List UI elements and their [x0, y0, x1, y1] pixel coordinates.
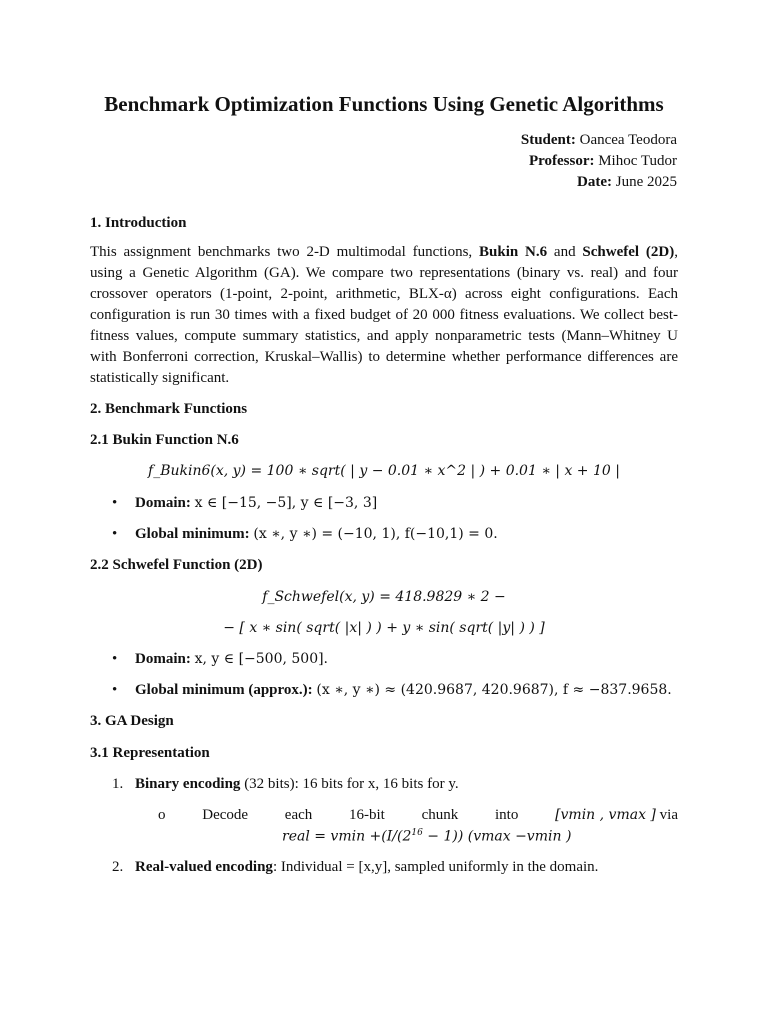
binary-encoding-label: Binary encoding — [135, 776, 241, 792]
professor-line — [529, 153, 677, 170]
bukin-min-label: Global minimum: — [135, 526, 250, 542]
intro-bold-bukin: Bukin N.6 — [479, 244, 548, 260]
bukin-min-item — [112, 526, 498, 543]
intro-heading: 1. Introduction — [90, 215, 187, 231]
date-line — [577, 174, 677, 191]
schwefel-min-label: Global minimum (approx.): — [135, 682, 313, 698]
student-name: Oancea Teodora — [579, 132, 677, 148]
intro-bold-schwefel: Schwefel (2D) — [582, 244, 675, 260]
bukin-formula: f_Bukin6(x, y) = 100 ∗ sqrt( | y − 0.01 ∗ x^2 | ) + 0.01 ∗ | x + 10 | — [148, 463, 620, 479]
sub-bullet-circle: o — [158, 807, 166, 823]
intro-text-3: , using a Genetic Algorithm (GA). We compare two representations (binary vs. real) and four crossover operators (1-point, 2-point, arithmetic, BLX-α) across eight configurations. Each configuration is run 30 times with a fixed budget of 20 000 fitness evaluations. We collect best-fitness values, compute summary statistics, and apply nonparametric tests (Mann–Whitney U with Bonferroni correction, Kruskal–Wallis) to determine whether performance differences are statistically significant. — [90, 244, 678, 386]
decode-formula — [282, 828, 571, 845]
schwefel-formula-line-2: − [ x ∗ sin( sqrt( |x| ) ) + y ∗ sin( sqrt( |y| ) ) ] — [223, 620, 545, 636]
decode-word: chunk — [421, 807, 459, 823]
item-number: 1. — [112, 776, 124, 792]
date-value: June 2025 — [615, 174, 677, 190]
binary-encoding-text: (32 bits): 16 bits for x, 16 bits for y. — [240, 776, 459, 792]
bullet-dot: • — [112, 526, 118, 542]
bukin-domain-value: x ∈ [−15, −5], y ∈ [−3, 3] — [194, 495, 378, 511]
bukin-min-value: (x ∗, y ∗) = (−10, 1), f(−10,1) = 0. — [253, 526, 498, 542]
binary-encoding-item — [112, 776, 459, 793]
item-number: 2. — [112, 859, 124, 875]
schwefel-domain-label: Domain: — [135, 651, 191, 667]
bukin-heading: 2.1 Bukin Function N.6 — [90, 432, 239, 448]
ga-design-heading: 3. GA Design — [90, 713, 174, 729]
representation-heading: 3.1 Representation — [90, 745, 210, 761]
student-label: Student: — [520, 132, 576, 148]
bukin-domain-item — [112, 495, 377, 512]
schwefel-formula-line-1: f_Schwefel(x, y) = 418.9829 ∗ 2 − — [262, 589, 506, 605]
schwefel-min-item — [112, 682, 672, 699]
real-encoding-text: : Individual = [x,y], sampled uniformly in the domain. — [272, 859, 599, 875]
decode-subitem — [158, 807, 678, 824]
bullet-dot: • — [112, 495, 118, 511]
decode-word: 16-bit — [349, 807, 385, 823]
schwefel-domain-item — [112, 651, 328, 668]
decode-formula-exponent: 16 — [411, 828, 423, 838]
decode-formula-part-b: − 1)) (vmax −vmin ) — [422, 828, 572, 845]
student-line — [521, 132, 677, 149]
decode-word: into — [494, 807, 519, 823]
professor-name: Mihoc Tudor — [598, 153, 677, 169]
decode-range: [vmin , vmax ] — [555, 807, 656, 823]
decode-word: Decode — [202, 807, 249, 823]
decode-word: each — [284, 807, 313, 823]
decode-formula-part-a: real = vmin +(I/(2 — [282, 828, 412, 845]
bullet-dot: • — [112, 651, 118, 667]
schwefel-domain-value: x, y ∈ [−500, 500]. — [194, 651, 329, 667]
intro-text-2: and — [547, 244, 583, 260]
decode-line — [158, 807, 678, 824]
real-encoding-item — [112, 859, 598, 876]
decode-via: via — [659, 807, 678, 823]
professor-label: Professor: — [528, 153, 595, 169]
benchmark-heading: 2. Benchmark Functions — [90, 401, 248, 417]
schwefel-min-value: (x ∗, y ∗) ≈ (420.9687, 420.9687), f ≈ −837.9658. — [316, 682, 672, 698]
intro-paragraph — [90, 242, 678, 389]
bukin-domain-label: Domain: — [135, 495, 191, 511]
document-title: Benchmark Optimization Functions Using Genetic Algorithms — [104, 92, 664, 116]
bullet-dot: • — [112, 682, 118, 698]
schwefel-heading: 2.2 Schwefel Function (2D) — [90, 557, 263, 573]
intro-text-1: This assignment benchmarks two 2-D multimodal functions, — [90, 244, 479, 260]
real-encoding-label: Real-valued encoding — [135, 859, 273, 875]
date-label: Date: — [577, 174, 612, 190]
